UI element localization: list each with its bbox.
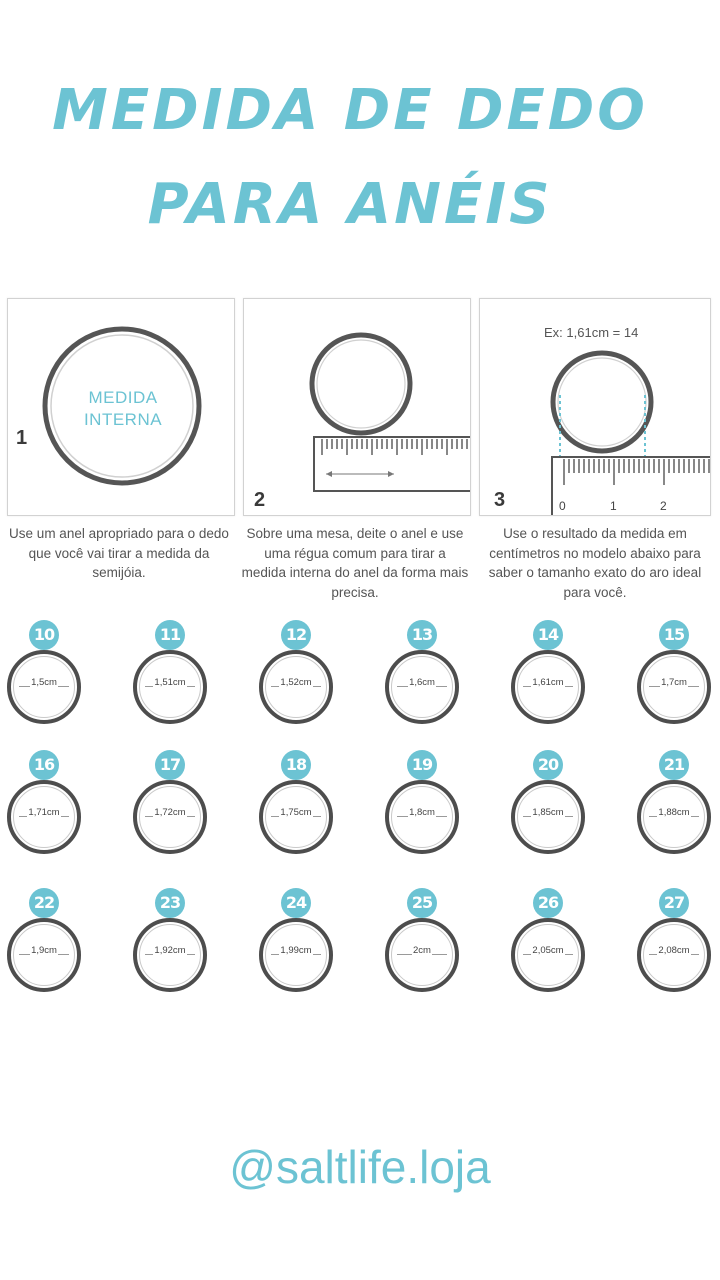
ring-measure-label: 1,9cm <box>31 945 57 956</box>
ring-measure-label: 1,92cm <box>154 945 186 956</box>
size-badge: 25 <box>407 888 437 918</box>
ring-circle <box>259 918 333 992</box>
ring-size-item <box>132 620 208 740</box>
ring-measure-label: 1,85cm <box>532 807 564 818</box>
ring-measure-label: 1,51cm <box>154 677 186 688</box>
ring-size-item <box>636 750 712 870</box>
size-badge: 26 <box>533 888 563 918</box>
ring-circle <box>7 780 81 854</box>
ring-measure-label-wrap <box>11 807 77 818</box>
size-badge: 22 <box>29 888 59 918</box>
size-badge: 16 <box>29 750 59 780</box>
ruler-tick-label-2: 2 <box>660 499 667 513</box>
size-badge: 21 <box>659 750 689 780</box>
ruler-tick-label-0: 0 <box>559 499 566 513</box>
ring-measure-label-wrap <box>263 945 329 956</box>
ruler-tick-label-1: 1 <box>610 499 617 513</box>
ring-measure-label-wrap <box>515 945 581 956</box>
ring-measure-label-wrap <box>137 677 203 688</box>
ring-measure-label: 1,72cm <box>154 807 186 818</box>
step-2-description: Sobre uma mesa, deite o anel e use uma régua comum para tirar a medida interna do anel da forma mais precisa. <box>241 526 469 600</box>
ring-circle <box>7 650 81 724</box>
ring-measure-label: 1,8cm <box>409 807 435 818</box>
instagram-handle: @saltlife.loja <box>229 1141 491 1193</box>
ring-measure-label-wrap <box>389 677 455 688</box>
ring-size-item <box>6 620 82 740</box>
ring-measure-label: 1,5cm <box>31 677 57 688</box>
ring-measure-label: 2cm <box>413 945 431 956</box>
ring-size-item <box>258 750 334 870</box>
ring-measure-label: 1,52cm <box>280 677 312 688</box>
size-badge: 23 <box>155 888 185 918</box>
ring-measure-label: 1,7cm <box>661 677 687 688</box>
ring-measure-label-wrap <box>641 945 707 956</box>
ring-circle <box>511 780 585 854</box>
size-badge: 19 <box>407 750 437 780</box>
size-badge: 11 <box>155 620 185 650</box>
ring-circle <box>637 780 711 854</box>
ring-measure-label-wrap <box>11 677 77 688</box>
ring-measure-label-wrap <box>389 945 455 956</box>
ring-size-item <box>510 750 586 870</box>
size-badge: 27 <box>659 888 689 918</box>
ring-measure-label-wrap <box>137 945 203 956</box>
ring-circle <box>637 650 711 724</box>
step-1-panel <box>7 298 235 516</box>
step-2-panel <box>243 298 471 516</box>
ring-circle <box>385 650 459 724</box>
step-3-panel <box>479 298 711 516</box>
ring-size-item <box>384 888 460 1008</box>
ring-measure-label-wrap <box>11 945 77 956</box>
ring-circle <box>637 918 711 992</box>
ring-measure-label: 2,08cm <box>658 945 690 956</box>
step-number-2: 2 <box>254 489 266 511</box>
ring-circle <box>7 918 81 992</box>
ring-measure-label: 1,75cm <box>280 807 312 818</box>
ring-measure-label-wrap <box>515 807 581 818</box>
ring-measure-label: 1,61cm <box>532 677 564 688</box>
ring-size-item <box>636 888 712 1008</box>
ring-size-item <box>258 888 334 1008</box>
ring-measure-label-wrap <box>641 807 707 818</box>
medida-label-line1: MEDIDA <box>88 388 158 407</box>
step-1-description: Use um anel apropriado para o dedo que você vai tirar a medida da semijóia. <box>9 526 229 580</box>
ring-size-item <box>510 888 586 1008</box>
medida-label-line2: INTERNA <box>83 410 163 429</box>
ring-size-item <box>132 750 208 870</box>
ring-circle <box>133 780 207 854</box>
ruler-illustration-2 <box>244 299 471 516</box>
ring-measure-label: 1,6cm <box>409 677 435 688</box>
ring-circle <box>511 918 585 992</box>
ring-size-item <box>636 620 712 740</box>
step-number-3: 3 <box>494 489 506 511</box>
size-badge: 10 <box>29 620 59 650</box>
size-badge: 18 <box>281 750 311 780</box>
size-badge: 24 <box>281 888 311 918</box>
ring-size-item <box>6 750 82 870</box>
ring-measure-label: 2,05cm <box>532 945 564 956</box>
ring-circle <box>259 780 333 854</box>
ring-measure-label: 1,99cm <box>280 945 312 956</box>
size-badge: 14 <box>533 620 563 650</box>
size-badge: 12 <box>281 620 311 650</box>
ring-circle <box>385 780 459 854</box>
ring-measure-label-wrap <box>515 677 581 688</box>
ring-size-item <box>132 888 208 1008</box>
ring-measure-label-wrap <box>389 807 455 818</box>
ring-circle <box>133 650 207 724</box>
ring-measure-label: 1,71cm <box>28 807 60 818</box>
ring-measure-label-wrap <box>641 677 707 688</box>
ring-measure-label-wrap <box>263 677 329 688</box>
ring-measure-label-wrap <box>263 807 329 818</box>
ring-circle <box>259 650 333 724</box>
size-badge: 17 <box>155 750 185 780</box>
page-title-line2: PARA ANÉIS <box>147 172 553 237</box>
ring-size-item <box>510 620 586 740</box>
ring-measure-label-wrap <box>137 807 203 818</box>
step-number-1: 1 <box>16 427 28 449</box>
page-title-line1: MEDIDA DE DEDO <box>52 78 648 143</box>
ring-size-item <box>258 620 334 740</box>
size-badge: 15 <box>659 620 689 650</box>
ring-size-item <box>6 888 82 1008</box>
ring-size-item <box>384 620 460 740</box>
ring-circle <box>133 918 207 992</box>
size-badge: 13 <box>407 620 437 650</box>
size-badge: 20 <box>533 750 563 780</box>
ring-circle <box>385 918 459 992</box>
ring-size-item <box>384 750 460 870</box>
example-measure: Ex: 1,61cm = 14 <box>544 325 639 340</box>
step-3-description: Use o resultado da medida em centímetros no modelo abaixo para saber o tamanho exato do aro ideal para você. <box>488 526 702 600</box>
ring-circle <box>511 650 585 724</box>
ring-measure-label: 1,88cm <box>658 807 690 818</box>
